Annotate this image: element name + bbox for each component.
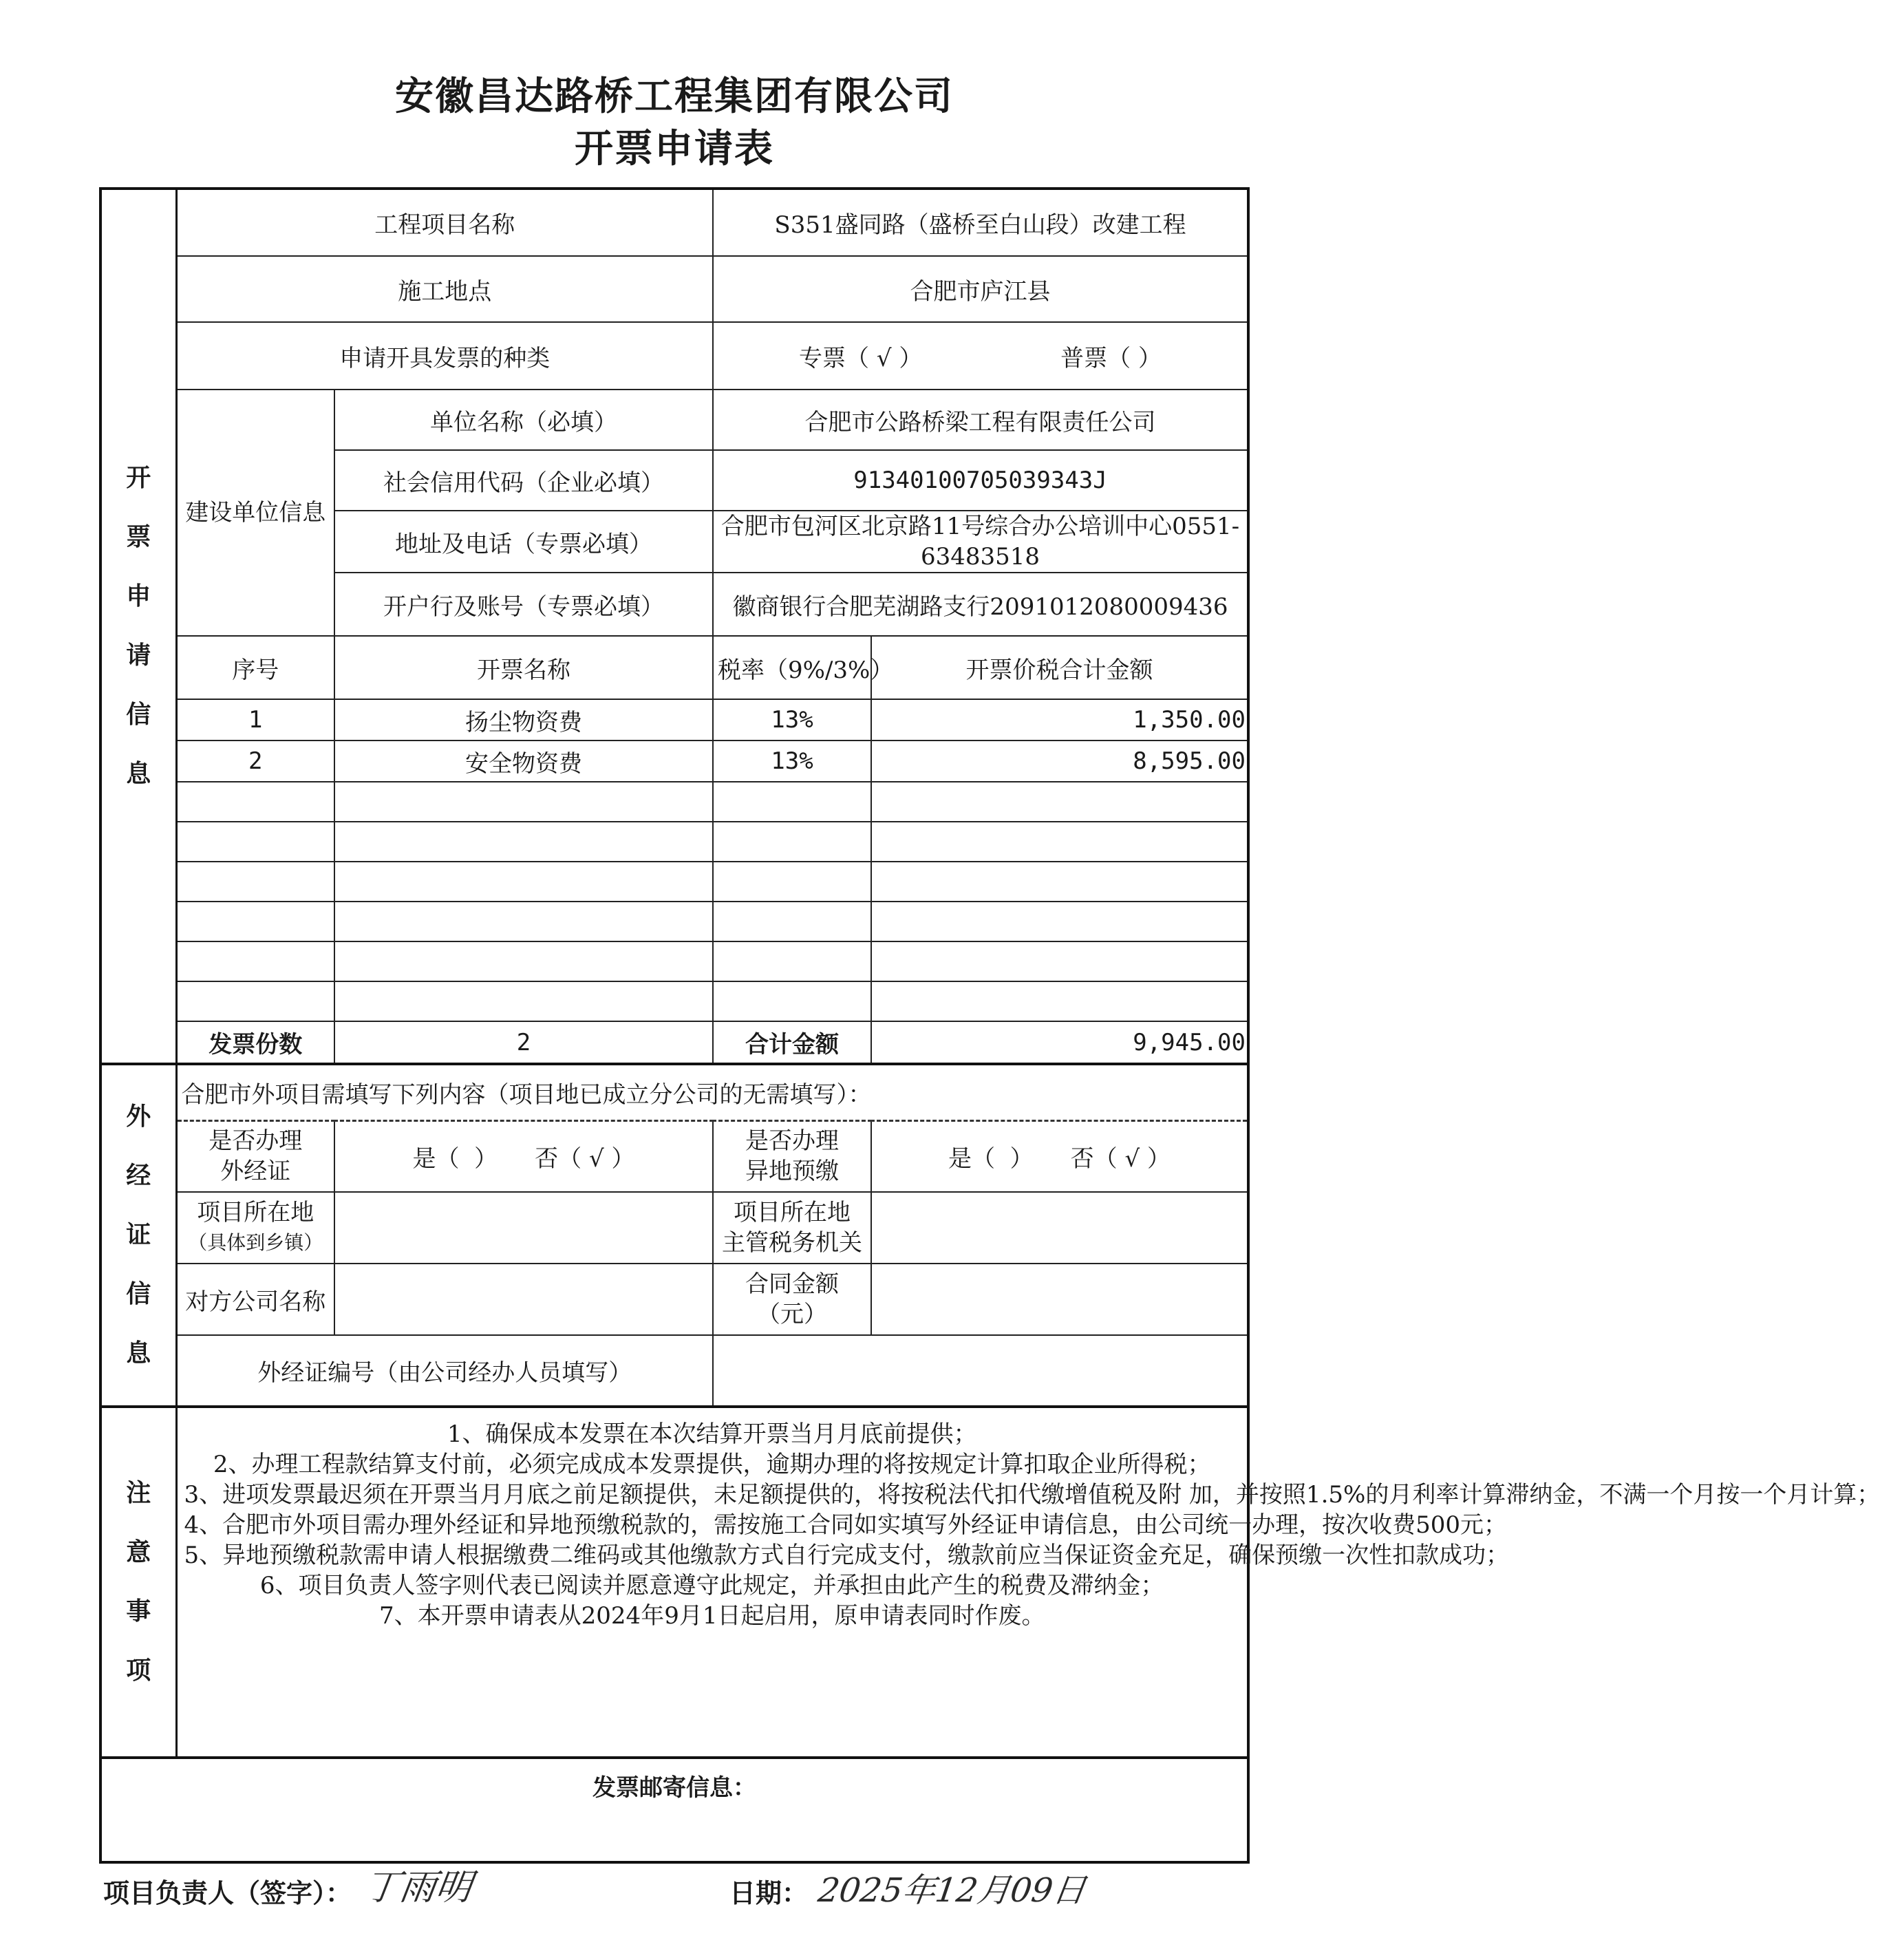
invoice-section-label: 开 票 申 请 信 息 <box>100 189 176 1064</box>
prepay-label: 是否办理 异地预缴 <box>713 1120 871 1192</box>
note-item: 6、项目负责人签字则代表已阅读并愿意遵守此规定，并承担由此产生的税费及滞纳金； <box>259 1572 1164 1599</box>
contract-amount-value <box>871 1264 1248 1335</box>
prepay-value: 是（ ） 否（ √ ） <box>871 1120 1248 1192</box>
signer-label: 项目负责人（签字）： <box>103 1878 352 1908</box>
company-title: 安徽昌达路桥工程集团有限公司 <box>395 74 954 119</box>
unit-name-label: 单位名称（必填） <box>334 390 713 450</box>
tax-office-value <box>871 1192 1248 1264</box>
form-title: 开票申请表 <box>575 127 774 171</box>
credit-code-label: 社会信用代码（企业必填） <box>334 450 713 511</box>
col-amount: 开票价税合计金额 <box>871 636 1248 699</box>
location-value: 合肥市庐江县 <box>713 256 1248 322</box>
mailing-info: 发票邮寄信息： <box>100 1758 1248 1862</box>
external-section-label: 外 经 证 信 息 <box>100 1064 176 1407</box>
location-label: 施工地点 <box>176 256 713 322</box>
total-label: 合计金额 <box>713 1021 871 1064</box>
bank-value: 徽商银行合肥芜湖路支行2091012080009436 <box>713 573 1248 636</box>
address-label: 地址及电话（专票必填） <box>334 511 713 573</box>
note-item: 2、办理工程款结算支付前，必须完成成本发票提供，逾期办理的将按规定计算扣取企业所得税； <box>213 1451 1211 1478</box>
count-label: 发票份数 <box>176 1021 334 1064</box>
handwritten-date: 2025年12月09日 <box>815 1871 1089 1910</box>
note-item: 4、合肥市外项目需办理外经证和异地预缴税款的，需按施工合同如实填写外经证申请信息，由公司统一办理，按次收费500元； <box>184 1511 1508 1539</box>
notes-list <box>176 1407 1880 1758</box>
notes-section-label: 注 意 事 项 <box>100 1407 176 1758</box>
unit-name-value: 合肥市公路桥梁工程有限责任公司 <box>713 390 1248 450</box>
cert-no-label: 外经证编号（由公司经办人员填写） <box>176 1335 713 1407</box>
total-value: 9,945.00 <box>871 1021 1248 1064</box>
invoice-type-label: 申请开具发票的种类 <box>176 322 713 390</box>
col-seq: 序号 <box>176 636 334 699</box>
contract-amount-label: 合同金额 （元） <box>713 1264 871 1335</box>
empty-row <box>100 822 1248 862</box>
project-name-value: S351盛同路（盛桥至白山段）改建工程 <box>713 189 1248 256</box>
invoice-type-value <box>713 322 1248 390</box>
project-name-label: 工程项目名称 <box>176 189 713 256</box>
cert-no-value <box>713 1335 1248 1407</box>
invoice-application-form <box>99 187 1880 1864</box>
cert-value: 是（ ） 否（ √ ） <box>334 1120 713 1192</box>
project-location-value <box>334 1192 713 1264</box>
empty-row <box>100 981 1248 1021</box>
external-note: 合肥市外项目需填写下列内容（项目地已成立分公司的无需填写）： <box>176 1064 1248 1120</box>
empty-row <box>100 782 1248 822</box>
project-location-label: 项目所在地 （具体到乡镇） <box>176 1192 334 1264</box>
empty-row <box>100 862 1248 902</box>
type-normal: 普票（ ） <box>1060 344 1162 372</box>
table-row: 2 安全物资费 13% 8,595.00 <box>100 741 1248 782</box>
signature: 丁雨明 <box>361 1867 475 1908</box>
unit-info-label: 建设单位信息 <box>176 390 334 636</box>
party-value <box>334 1264 713 1335</box>
note-item: 5、异地预缴税款需申请人根据缴费二维码或其他缴款方式自行完成支付，缴款前应当保证资金充足，确保预缴一次性扣款成功； <box>184 1542 1510 1569</box>
note-item: 7、本开票申请表从2024年9月1日起启用，原申请表同时作废。 <box>379 1602 1045 1630</box>
cert-label: 是否办理 外经证 <box>176 1120 334 1192</box>
date-label: 日期： <box>729 1878 809 1908</box>
tax-office-label: 项目所在地 主管税务机关 <box>713 1192 871 1264</box>
table-row: 1 扬尘物资费 13% 1,350.00 <box>100 699 1248 741</box>
party-label: 对方公司名称 <box>176 1264 334 1335</box>
credit-code-value: 91340100705039343J <box>713 450 1248 511</box>
count-value: 2 <box>334 1021 713 1064</box>
type-special: 专票（ √ ） <box>799 344 923 372</box>
note-item: 3、进项发票最迟须在开票当月月底之前足额提供，未足额提供的，将按税法代扣代缴增值税及附 加，并按照1.5%的月利率计算滞纳金，不满一个月按一个月计算； <box>184 1481 1880 1509</box>
address-value: 合肥市包河区北京路11号综合办公培训中心0551-63483518 <box>713 511 1248 573</box>
empty-row <box>100 902 1248 941</box>
note-item: 1、确保成本发票在本次结算开票当月月底前提供； <box>447 1420 977 1448</box>
col-rate: 税率（9%/3%） <box>713 636 871 699</box>
bank-label: 开户行及账号（专票必填） <box>334 573 713 636</box>
empty-row <box>100 941 1248 981</box>
col-name: 开票名称 <box>334 636 713 699</box>
